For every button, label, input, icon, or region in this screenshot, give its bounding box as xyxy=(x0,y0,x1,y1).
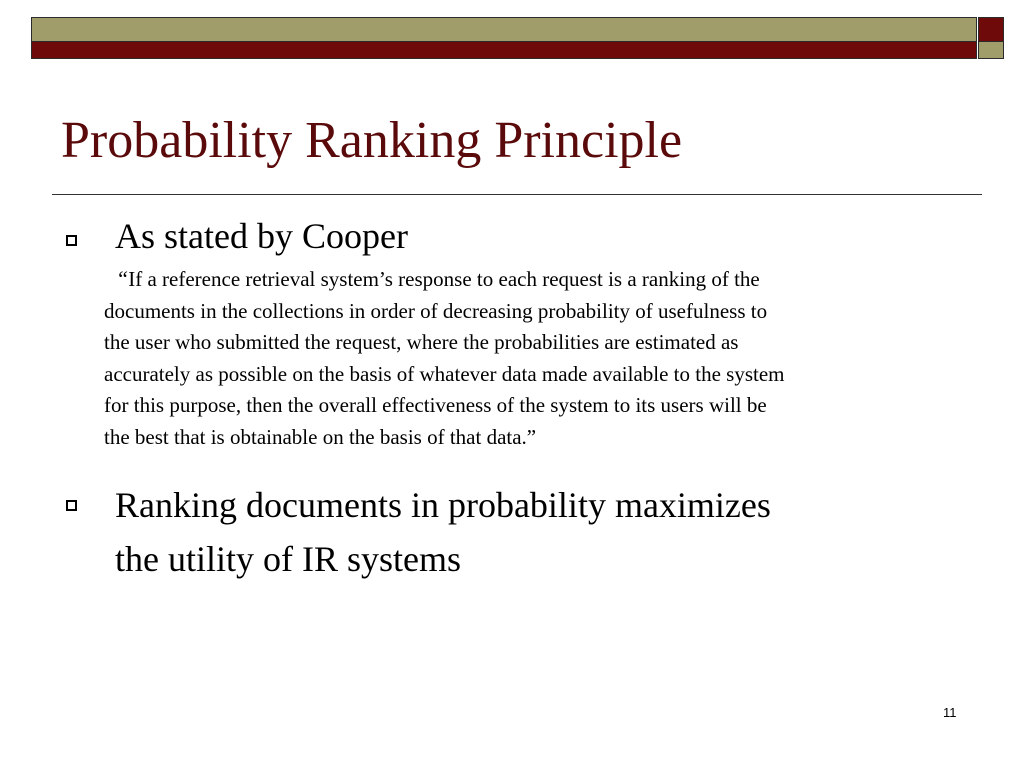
quote-line: the best that is obtainable on the basis of that data.” xyxy=(104,424,537,449)
quote-line: “If a reference retrieval system’s response to each request is a ranking of the xyxy=(116,266,760,291)
header-band-olive xyxy=(31,17,977,42)
bullet-2-line: the utility of IR systems xyxy=(115,539,461,579)
bullet-1-text: As stated by Cooper xyxy=(115,216,408,256)
cooper-quote xyxy=(104,263,954,453)
bullet-2-text xyxy=(115,478,771,586)
quote-line: documents in the collections in order of decreasing probability of usefulness to xyxy=(104,298,768,323)
header-band-red xyxy=(31,41,977,59)
page-number: 11 xyxy=(943,705,957,720)
square-bullet-icon xyxy=(66,500,77,511)
bullet-2-line: Ranking documents in probability maximizes xyxy=(115,485,771,525)
quote-line: accurately as possible on the basis of whatever data made available to the system xyxy=(104,361,785,386)
quote-open-mark: “ xyxy=(116,266,129,291)
slide-title: Probability Ranking Principle xyxy=(61,112,683,169)
title-divider xyxy=(52,194,982,195)
square-bullet-icon xyxy=(66,235,77,246)
quote-line: the user who submitted the request, where the probabilities are estimated as xyxy=(104,330,739,354)
quote-line: for this purpose, then the overall effectiveness of the system to its users will be xyxy=(104,393,767,417)
header-corner-red xyxy=(978,17,1004,42)
header-corner-olive xyxy=(978,41,1004,59)
